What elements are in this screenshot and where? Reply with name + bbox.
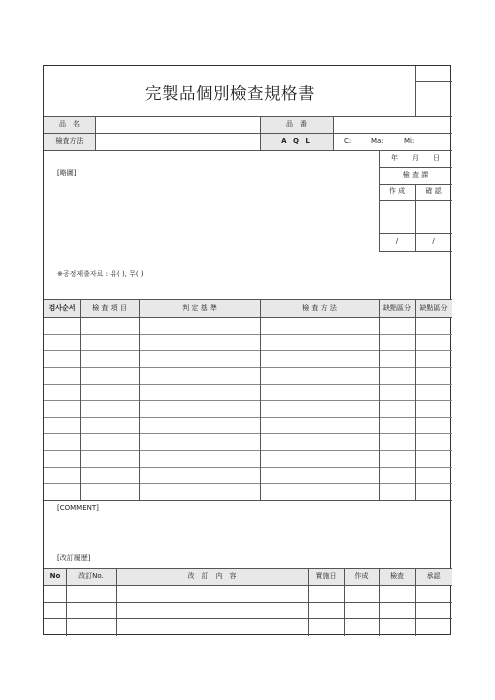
spec-sheet (43, 65, 451, 635)
rev-header-checked: 檢査 (390, 572, 404, 580)
approval-slash1: / (395, 237, 399, 245)
col-header-defect1: 缺點區分 (383, 304, 411, 312)
page-title: 完製品個別檢查規格書 (145, 84, 315, 103)
col-header-method: 檢 査 方 法 (302, 304, 337, 312)
table-row-line (44, 400, 452, 401)
approval-date: 年 月 日 (391, 154, 440, 162)
rev-header-content: 改 訂 内 容 (187, 572, 237, 580)
aql-label: A Q L (281, 137, 312, 145)
table-row-line (44, 433, 452, 434)
approval-dept: 檢 査 課 (402, 171, 429, 179)
table-row-line (44, 417, 452, 418)
table-row-line (44, 467, 452, 468)
col-header-defect2: 缺點區分 (419, 304, 448, 312)
product-no-label: 品 番 (286, 120, 307, 128)
rev-header-approved: 承認 (426, 572, 441, 580)
table-row-line (44, 367, 452, 368)
col-header-item: 檢 査 項 目 (92, 304, 127, 312)
process-note: ※공정제출자료 : 유( ), 무( ) (57, 270, 144, 278)
aql-c: C: (344, 137, 352, 145)
title-divider (415, 66, 416, 116)
table-row-line (44, 450, 452, 451)
table-row-line (44, 350, 452, 351)
table-row-line (44, 384, 452, 385)
rev-header-prepared: 作成 (354, 572, 369, 580)
aql-ma: Ma: (371, 137, 384, 145)
inspection-table (44, 299, 452, 300)
revision-table (44, 568, 452, 569)
approval-slash2: / (432, 237, 435, 245)
rev-header-no: No (49, 572, 61, 580)
approval-col1: 作 成 (388, 187, 406, 195)
rev-header-rev-no: 改訂No. (78, 572, 104, 580)
revision-label: [改訂履歷] (57, 554, 91, 562)
table-row-line (44, 483, 452, 484)
table-row-line (44, 334, 452, 335)
rev-header-date: 實施日 (315, 572, 337, 580)
col-header-order: 검사순서 (48, 304, 76, 312)
col-header-criteria: 判 定 基 準 (182, 304, 217, 312)
approval-col2: 確 認 (425, 187, 442, 195)
inspection-method-label: 檢査方法 (55, 137, 84, 145)
sketch-label: [略圖] (57, 169, 77, 177)
product-name-label: 品 名 (59, 120, 80, 128)
title-box-line (415, 81, 452, 82)
rule (44, 116, 452, 117)
comment-label: [COMMENT] (57, 504, 99, 512)
aql-mi: Mi: (404, 137, 415, 145)
